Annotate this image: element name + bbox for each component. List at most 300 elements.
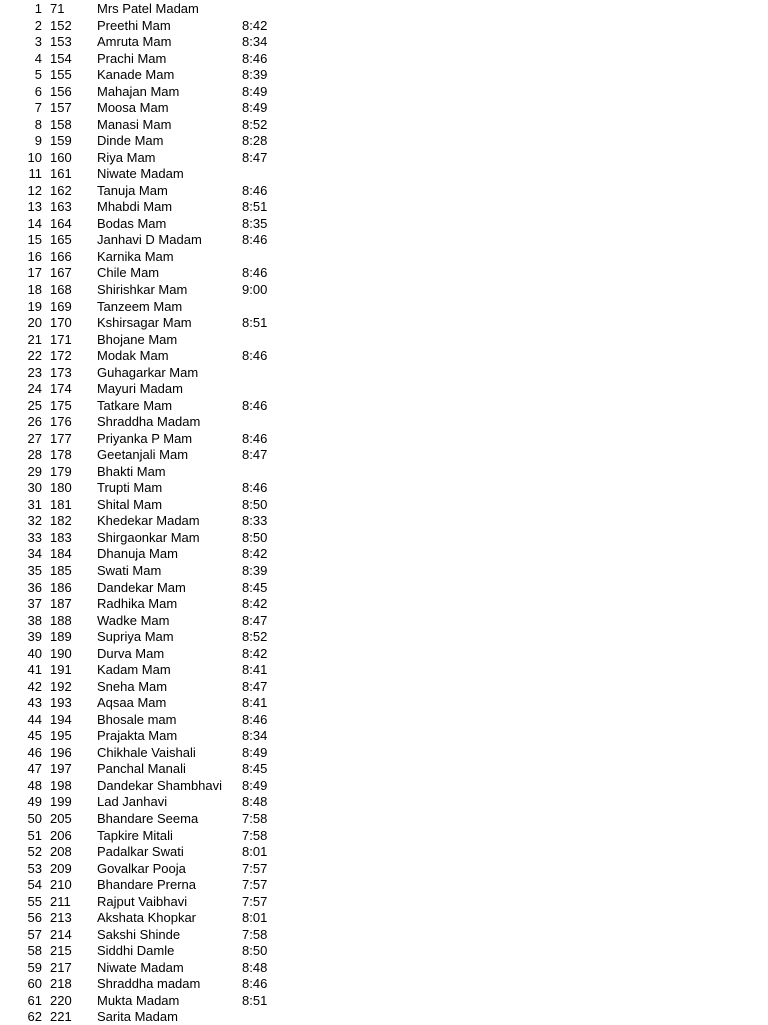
staff-id: 160 <box>50 149 72 165</box>
table-row <box>0 828 300 844</box>
staff-id: 215 <box>50 943 72 959</box>
staff-id: 180 <box>50 480 72 496</box>
arrival-time: 8:46 <box>242 397 268 413</box>
arrival-time: 8:46 <box>242 265 268 281</box>
serial-number: 2 <box>34 17 42 33</box>
serial-number: 61 <box>27 992 42 1008</box>
arrival-time: 8:52 <box>242 116 268 132</box>
serial-number: 39 <box>27 629 42 645</box>
serial-number: 12 <box>27 182 42 198</box>
staff-id: 217 <box>50 959 72 975</box>
staff-id: 162 <box>50 182 72 198</box>
arrival-time: 7:58 <box>242 810 268 826</box>
arrival-time: 8:49 <box>242 83 268 99</box>
staff-id: 187 <box>50 596 72 612</box>
arrival-time: 8:49 <box>242 777 268 793</box>
arrival-time: 8:28 <box>242 133 268 149</box>
table-row <box>0 596 300 612</box>
staff-id: 206 <box>50 827 72 843</box>
table-row <box>0 480 300 496</box>
table-row <box>0 546 300 562</box>
staff-id: 188 <box>50 612 72 628</box>
serial-number: 23 <box>27 364 42 380</box>
serial-number: 52 <box>27 844 42 860</box>
arrival-time: 8:49 <box>242 100 268 116</box>
serial-number: 35 <box>27 563 42 579</box>
arrival-time: 7:57 <box>242 893 268 909</box>
staff-id: 174 <box>50 381 72 397</box>
staff-name: Preethi Mam <box>97 17 171 33</box>
staff-id: 185 <box>50 563 72 579</box>
serial-number: 25 <box>27 397 42 413</box>
serial-number: 41 <box>27 662 42 678</box>
serial-number: 7 <box>34 100 42 116</box>
table-row <box>0 100 300 116</box>
staff-name: Chile Mam <box>97 265 160 281</box>
serial-number: 3 <box>34 34 42 50</box>
staff-name: Panchal Manali <box>97 761 186 777</box>
staff-id: 165 <box>50 232 72 248</box>
serial-number: 37 <box>27 596 42 612</box>
arrival-time <box>242 332 282 348</box>
serial-number: 17 <box>27 265 42 281</box>
staff-name: Akshata Khopkar <box>97 910 197 926</box>
arrival-time: 8:46 <box>242 182 268 198</box>
staff-id: 186 <box>50 579 72 595</box>
staff-name: Geetanjali Mam <box>97 447 189 463</box>
serial-number: 43 <box>27 695 42 711</box>
staff-id: 208 <box>50 844 72 860</box>
staff-name: Bhandare Prerna <box>97 877 197 893</box>
serial-number: 19 <box>27 298 42 314</box>
serial-number: 24 <box>27 381 42 397</box>
serial-number: 59 <box>27 959 42 975</box>
arrival-time: 8:33 <box>242 513 268 529</box>
table-row <box>0 348 300 364</box>
staff-id: 192 <box>50 678 72 694</box>
staff-id: 154 <box>50 50 72 66</box>
staff-name: Niwate Madam <box>97 959 184 975</box>
serial-number: 26 <box>27 414 42 430</box>
arrival-time: 8:42 <box>242 546 268 562</box>
table-row <box>0 811 300 827</box>
staff-name: Mukta Madam <box>97 992 180 1008</box>
table-row <box>0 695 300 711</box>
staff-id: 158 <box>50 116 72 132</box>
table-row <box>0 497 300 513</box>
arrival-time <box>242 414 282 430</box>
staff-name: Shital Mam <box>97 496 163 512</box>
arrival-time: 8:39 <box>242 67 268 83</box>
table-row <box>0 580 300 596</box>
staff-id: 190 <box>50 645 72 661</box>
arrival-time: 8:45 <box>242 579 268 595</box>
table-row <box>0 976 300 992</box>
serial-number: 13 <box>27 199 42 215</box>
serial-number: 8 <box>34 116 42 132</box>
staff-name: Kshirsagar Mam <box>97 315 192 331</box>
arrival-time <box>242 381 282 397</box>
serial-number: 9 <box>34 133 42 149</box>
staff-id: 175 <box>50 397 72 413</box>
staff-id: 193 <box>50 695 72 711</box>
table-row <box>0 464 300 480</box>
arrival-time: 8:51 <box>242 199 268 215</box>
serial-number: 29 <box>27 463 42 479</box>
serial-number: 18 <box>27 282 42 297</box>
staff-name: Chikhale Vaishali <box>97 744 196 760</box>
staff-name: Radhika Mam <box>97 596 178 612</box>
staff-name: Shraddha madam <box>97 976 201 992</box>
arrival-time: 8:50 <box>242 943 268 959</box>
serial-number: 62 <box>27 1009 42 1025</box>
staff-name: Mrs Patel Madam <box>97 1 199 16</box>
table-row <box>0 431 300 447</box>
staff-name: Bhandare Seema <box>97 810 199 826</box>
arrival-time: 8:41 <box>242 662 268 678</box>
table-row <box>0 910 300 926</box>
arrival-time: 8:46 <box>242 430 268 446</box>
staff-id: 166 <box>50 248 72 264</box>
staff-id: 189 <box>50 629 72 645</box>
serial-number: 38 <box>27 612 42 628</box>
staff-id: 177 <box>50 430 72 446</box>
staff-id: 199 <box>50 794 72 810</box>
staff-id: 155 <box>50 67 72 83</box>
staff-name: Swati Mam <box>97 563 162 579</box>
table-row <box>0 84 300 100</box>
serial-number: 53 <box>27 860 42 876</box>
staff-name: Wadke Mam <box>97 612 170 628</box>
staff-name: Kanade Mam <box>97 67 175 83</box>
staff-name: Sarita Madam <box>97 1009 178 1025</box>
arrival-time: 8:48 <box>242 794 268 810</box>
serial-number: 5 <box>34 67 42 83</box>
serial-number: 14 <box>27 215 42 231</box>
staff-id: 71 <box>50 1 65 16</box>
staff-name: Mhabdi Mam <box>97 199 173 215</box>
staff-name: Moosa Mam <box>97 100 169 116</box>
arrival-time: 8:47 <box>242 678 268 694</box>
staff-id: 170 <box>50 315 72 331</box>
serial-number: 49 <box>27 794 42 810</box>
table-row <box>0 51 300 67</box>
staff-name: Bhojane Mam <box>97 331 178 347</box>
serial-number: 21 <box>27 331 42 347</box>
serial-number: 6 <box>34 83 42 99</box>
serial-number: 15 <box>27 232 42 248</box>
staff-name: Durva Mam <box>97 645 165 661</box>
serial-number: 33 <box>27 529 42 545</box>
arrival-time: 8:52 <box>242 629 268 645</box>
serial-number: 1 <box>34 1 42 16</box>
serial-number: 4 <box>34 50 42 66</box>
serial-number: 10 <box>27 149 42 165</box>
arrival-time: 8:46 <box>242 232 268 248</box>
staff-id: 161 <box>50 166 72 182</box>
arrival-time: 7:58 <box>242 926 268 942</box>
table-row <box>0 414 300 430</box>
serial-number: 30 <box>27 480 42 496</box>
serial-number: 11 <box>28 166 42 182</box>
staff-name: Janhavi D Madam <box>97 232 202 248</box>
arrival-time: 8:50 <box>242 529 268 545</box>
table-row <box>0 960 300 976</box>
staff-id: 183 <box>50 529 72 545</box>
staff-name: Lad Janhavi <box>97 794 168 810</box>
table-row <box>0 728 300 744</box>
serial-number: 32 <box>27 513 42 529</box>
staff-name: Dinde Mam <box>97 133 164 149</box>
staff-id: 218 <box>50 976 72 992</box>
arrival-time <box>242 166 282 182</box>
table-row <box>0 133 300 149</box>
arrival-time: 8:39 <box>242 563 268 579</box>
staff-id: 220 <box>50 992 72 1008</box>
table-row <box>0 563 300 579</box>
staff-name: Kadam Mam <box>97 662 171 678</box>
serial-number: 51 <box>27 827 42 843</box>
staff-id: 214 <box>50 926 72 942</box>
table-row <box>0 613 300 629</box>
staff-id: 197 <box>50 761 72 777</box>
table-row <box>0 778 300 794</box>
serial-number: 55 <box>27 893 42 909</box>
staff-id: 167 <box>50 265 72 281</box>
staff-name: Niwate Madam <box>97 166 184 182</box>
arrival-time: 8:41 <box>242 695 268 711</box>
staff-name: Aqsaa Mam <box>97 695 167 711</box>
table-row <box>0 166 300 182</box>
staff-name: Tapkire Mitali <box>97 827 173 843</box>
staff-id: 210 <box>50 877 72 893</box>
table-row <box>0 1 300 17</box>
arrival-time <box>242 464 282 480</box>
staff-id: 171 <box>50 331 72 347</box>
staff-name: Modak Mam <box>97 348 169 364</box>
staff-name: Rajput Vaibhavi <box>97 893 188 909</box>
staff-id: 191 <box>50 662 72 678</box>
arrival-time: 9:00 <box>242 282 268 297</box>
arrival-time: 8:47 <box>242 447 268 463</box>
table-row <box>0 1009 300 1025</box>
arrival-time <box>242 1009 282 1025</box>
serial-number: 16 <box>27 248 42 264</box>
serial-number: 50 <box>27 810 42 826</box>
arrival-time <box>242 1 282 17</box>
staff-name: Priyanka P Mam <box>97 430 193 446</box>
arrival-time <box>242 249 282 265</box>
staff-name: Tatkare Mam <box>97 397 173 413</box>
table-row <box>0 679 300 695</box>
staff-id: 209 <box>50 860 72 876</box>
serial-number: 46 <box>27 744 42 760</box>
staff-id: 168 <box>50 282 72 297</box>
staff-id: 196 <box>50 744 72 760</box>
table-row <box>0 365 300 381</box>
table-row <box>0 315 300 331</box>
table-row <box>0 199 300 215</box>
staff-name: Amruta Mam <box>97 34 172 50</box>
arrival-time: 7:57 <box>242 860 268 876</box>
staff-name: Guhagarkar Mam <box>97 364 199 380</box>
table-row <box>0 447 300 463</box>
staff-name: Mahajan Mam <box>97 83 180 99</box>
serial-number: 44 <box>27 711 42 727</box>
table-row <box>0 927 300 943</box>
serial-number: 34 <box>27 546 42 562</box>
staff-name: Govalkar Pooja <box>97 860 186 876</box>
arrival-time: 8:48 <box>242 959 268 975</box>
table-row <box>0 993 300 1009</box>
staff-id: 205 <box>50 810 72 826</box>
arrival-time: 8:50 <box>242 496 268 512</box>
staff-name: Prachi Mam <box>97 50 167 66</box>
staff-id: 194 <box>50 711 72 727</box>
serial-number: 56 <box>27 910 42 926</box>
staff-name: Mayuri Madam <box>97 381 183 397</box>
staff-name: Karnika Mam <box>97 248 174 264</box>
staff-id: 156 <box>50 83 72 99</box>
staff-name: Tanzeem Mam <box>97 298 183 314</box>
arrival-time: 8:34 <box>242 728 268 744</box>
table-row <box>0 67 300 83</box>
table-row <box>0 794 300 810</box>
table-row <box>0 265 300 281</box>
arrival-time: 8:42 <box>242 17 268 33</box>
staff-id: 169 <box>50 298 72 314</box>
arrival-time: 8:47 <box>242 612 268 628</box>
staff-id: 182 <box>50 513 72 529</box>
table-row <box>0 232 300 248</box>
staff-id: 164 <box>50 215 72 231</box>
staff-name: Dandekar Mam <box>97 579 186 595</box>
staff-id: 195 <box>50 728 72 744</box>
table-row <box>0 877 300 893</box>
staff-name: Supriya Mam <box>97 629 174 645</box>
table-row <box>0 332 300 348</box>
staff-name: Shirishkar Mam <box>97 282 188 297</box>
staff-name: Shirgaonkar Mam <box>97 529 200 545</box>
arrival-time: 8:45 <box>242 761 268 777</box>
staff-name: Dandekar Shambhavi <box>97 777 223 793</box>
table-row <box>0 894 300 910</box>
serial-number: 48 <box>27 777 42 793</box>
table-row <box>0 712 300 728</box>
staff-name: Riya Mam <box>97 149 156 165</box>
arrival-time: 8:46 <box>242 976 268 992</box>
staff-id: 221 <box>50 1009 72 1025</box>
serial-number: 20 <box>27 315 42 331</box>
arrival-time: 8:34 <box>242 34 268 50</box>
staff-id: 173 <box>50 364 72 380</box>
table-row <box>0 745 300 761</box>
staff-name: Dhanuja Mam <box>97 546 178 562</box>
staff-id: 176 <box>50 414 72 430</box>
table-row <box>0 282 300 298</box>
arrival-time: 8:51 <box>242 992 268 1008</box>
table-row <box>0 646 300 662</box>
table-row <box>0 662 300 678</box>
staff-name: Prajakta Mam <box>97 728 178 744</box>
arrival-time: 8:42 <box>242 596 268 612</box>
table-row <box>0 513 300 529</box>
serial-number: 22 <box>27 348 42 364</box>
staff-id: 179 <box>50 463 72 479</box>
staff-id: 198 <box>50 777 72 793</box>
staff-id: 181 <box>50 496 72 512</box>
staff-name: Manasi Mam <box>97 116 172 132</box>
serial-number: 36 <box>27 579 42 595</box>
table-row <box>0 861 300 877</box>
staff-name: Shraddha Madam <box>97 414 201 430</box>
staff-name: Padalkar Swati <box>97 844 184 860</box>
staff-id: 184 <box>50 546 72 562</box>
staff-name: Sakshi Shinde <box>97 926 181 942</box>
arrival-time <box>242 365 282 381</box>
serial-number: 47 <box>27 761 42 777</box>
serial-number: 27 <box>27 430 42 446</box>
serial-number: 45 <box>27 728 42 744</box>
table-row <box>0 18 300 34</box>
table-row <box>0 398 300 414</box>
arrival-time: 8:01 <box>242 910 268 926</box>
table-row <box>0 761 300 777</box>
arrival-time: 8:46 <box>242 711 268 727</box>
staff-name: Bodas Mam <box>97 215 167 231</box>
table-row <box>0 183 300 199</box>
staff-id: 163 <box>50 199 72 215</box>
staff-name: Tanuja Mam <box>97 182 168 198</box>
serial-number: 40 <box>27 645 42 661</box>
serial-number: 42 <box>27 678 42 694</box>
staff-id: 172 <box>50 348 72 364</box>
arrival-time: 7:58 <box>242 827 268 843</box>
table-row <box>0 381 300 397</box>
serial-number: 60 <box>27 976 42 992</box>
table-row <box>0 530 300 546</box>
arrival-time: 8:01 <box>242 844 268 860</box>
staff-id: 178 <box>50 447 72 463</box>
staff-name: Khedekar Madam <box>97 513 200 529</box>
table-row <box>0 844 300 860</box>
serial-number: 31 <box>27 496 42 512</box>
table-row <box>0 943 300 959</box>
arrival-time: 8:46 <box>242 348 268 364</box>
table-row <box>0 249 300 265</box>
arrival-time: 8:35 <box>242 215 268 231</box>
staff-id: 213 <box>50 910 72 926</box>
serial-number: 54 <box>27 877 42 893</box>
staff-id: 211 <box>50 893 71 909</box>
staff-id: 157 <box>50 100 72 116</box>
staff-name: Bhakti Mam <box>97 463 166 479</box>
serial-number: 28 <box>27 447 42 463</box>
staff-id: 153 <box>50 34 72 50</box>
serial-number: 57 <box>27 926 42 942</box>
arrival-time <box>242 299 282 315</box>
table-row <box>0 34 300 50</box>
staff-name: Siddhi Damle <box>97 943 175 959</box>
arrival-time: 7:57 <box>242 877 268 893</box>
arrival-time: 8:49 <box>242 744 268 760</box>
table-row <box>0 299 300 315</box>
arrival-time: 8:46 <box>242 480 268 496</box>
staff-id: 152 <box>50 17 72 33</box>
staff-name: Trupti Mam <box>97 480 163 496</box>
serial-number: 58 <box>27 943 42 959</box>
arrival-time: 8:51 <box>242 315 268 331</box>
